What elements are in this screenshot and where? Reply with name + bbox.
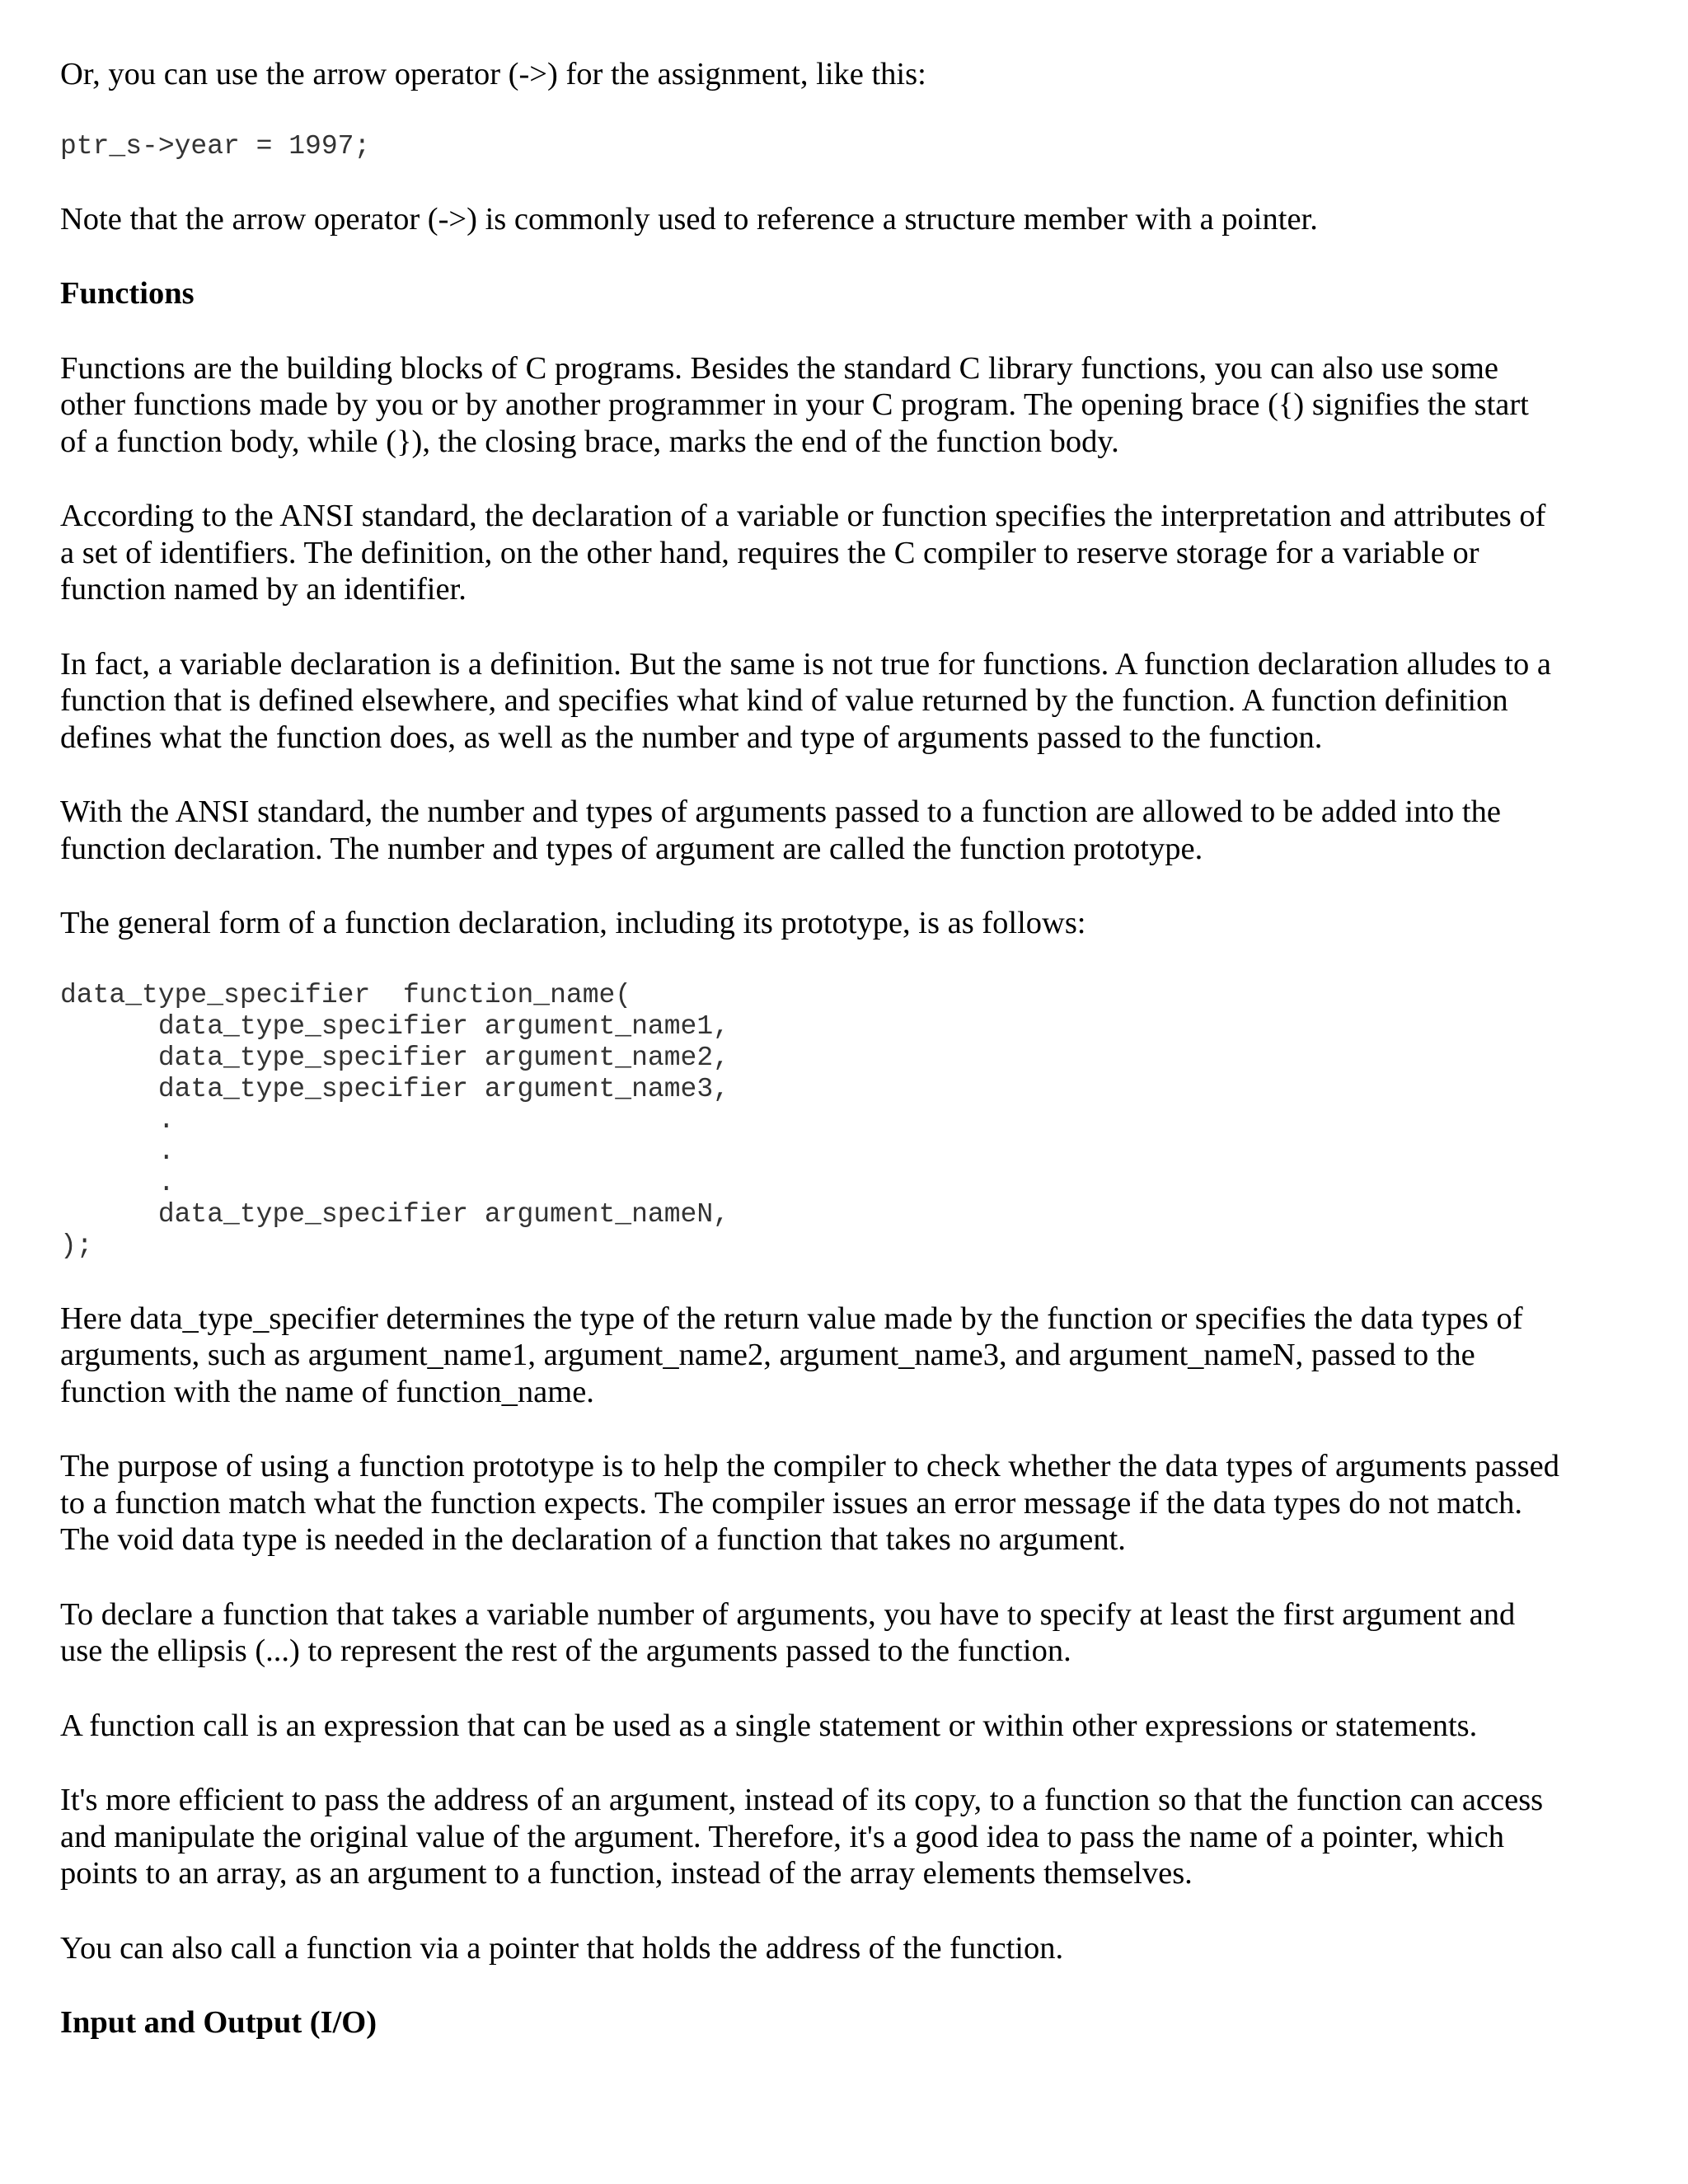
text-line: ptr_s->year = 1997; <box>60 130 371 162</box>
text-line: With the ANSI standard, the number and types of arguments passed to a function are allowed to be added into the <box>60 794 1501 829</box>
text-line: The general form of a function declaration, including its prototype, is as follows: <box>60 906 1086 940</box>
text-line: defines what the function does, as well as the number and type of arguments passed to the function. <box>60 719 1323 755</box>
text-line: and manipulate the original value of the argument. Therefore, it's a good idea to pass the name of a pointer, which <box>60 1819 1504 1854</box>
text-line: data_type_specifier argument_name3, <box>60 1073 729 1104</box>
text-line: . <box>60 1104 175 1136</box>
paragraph-pass-address <box>60 1782 1643 1892</box>
text-line: ); <box>60 1230 93 1261</box>
text-line: To declare a function that takes a variable number of arguments, you have to specify at least the first argument and <box>60 1596 1516 1632</box>
text-line: data_type_specifier argument_name1, <box>60 1010 729 1042</box>
text-line: data_type_specifier function_name( <box>60 979 632 1010</box>
paragraph-function-call <box>60 1708 1643 1745</box>
text-line: other functions made by you or by another programmer in your C program. The opening brace ({) signifies the start <box>60 387 1529 422</box>
text-line: arguments, such as argument_name1, argument_name2, argument_name3, and argument_nameN, passed to the <box>60 1338 1475 1372</box>
text-line: a set of identifiers. The definition, on the other hand, requires the C compiler to reserve storage for a variable or <box>60 535 1479 570</box>
text-line: use the ellipsis (...) to represent the rest of the arguments passed to the function. <box>60 1633 1071 1668</box>
text-line: Here data_type_specifier determines the type of the return value made by the function or specifies the data types of <box>60 1301 1523 1336</box>
text-line: to a function match what the function expects. The compiler issues an error message if the data types do not match. <box>60 1485 1523 1521</box>
heading-functions: Functions <box>60 276 195 311</box>
paragraph-general-form <box>60 905 1643 942</box>
paragraph-function-pointer <box>60 1930 1643 1967</box>
code-function-prototype <box>60 980 1643 1262</box>
text-line: The void data type is needed in the declaration of a function that takes no argument. <box>60 1522 1126 1557</box>
text-line: points to an array, as an argument to a function, instead of the array elements themselves. <box>60 1856 1193 1891</box>
text-line: . <box>60 1136 175 1167</box>
text-line: Note that the arrow operator (->) is commonly used to reference a structure member with a pointer. <box>60 201 1318 237</box>
text-line: function that is defined elsewhere, and specifies what kind of value returned by the function. A function definition <box>60 683 1508 718</box>
text-line: A function call is an expression that can be used as a single statement or within other expressions or statements. <box>60 1708 1478 1743</box>
text-line: . <box>60 1167 175 1198</box>
text-line: The purpose of using a function prototype is to help the compiler to check whether the data types of arguments passed <box>60 1449 1559 1483</box>
paragraph-variable-declaration <box>60 646 1643 757</box>
text-line: function declaration. The number and types of argument are called the function prototype. <box>60 831 1203 866</box>
heading-input-output: Input and Output (I/O) <box>60 2005 377 2040</box>
text-line: According to the ANSI standard, the declaration of a variable or function specifies the interpretation and attributes of <box>60 499 1546 533</box>
text-line: function with the name of function_name. <box>60 1374 594 1409</box>
text-line: of a function body, while (}), the closing brace, marks the end of the function body. <box>60 424 1119 459</box>
text-line: It's more efficient to pass the address of an argument, instead of its copy, to a function so that the function can access <box>60 1783 1544 1817</box>
paragraph-arrow-intro <box>60 56 1643 93</box>
paragraph-prototype-purpose <box>60 1448 1643 1558</box>
paragraph-function-prototype <box>60 794 1643 867</box>
paragraph-variable-arguments <box>60 1596 1643 1670</box>
paragraph-functions-building-blocks <box>60 350 1643 461</box>
document-page <box>60 56 1643 2041</box>
code-ptr-assignment <box>60 131 1643 162</box>
text-line: In fact, a variable declaration is a definition. But the same is not true for functions. A function declaration alludes to a <box>60 646 1551 682</box>
text-line: Functions are the building blocks of C programs. Besides the standard C library functions, you can also use some <box>60 350 1499 386</box>
text-line: Or, you can use the arrow operator (->) for the assignment, like this: <box>60 57 926 91</box>
text-line: You can also call a function via a pointer that holds the address of the function. <box>60 1930 1064 1966</box>
paragraph-data-type-specifier <box>60 1301 1643 1411</box>
text-line: data_type_specifier argument_nameN, <box>60 1198 729 1230</box>
paragraph-arrow-note <box>60 201 1643 238</box>
text-line: function named by an identifier. <box>60 572 467 607</box>
paragraph-ansi-declaration <box>60 498 1643 608</box>
text-line: data_type_specifier argument_name2, <box>60 1042 729 1073</box>
